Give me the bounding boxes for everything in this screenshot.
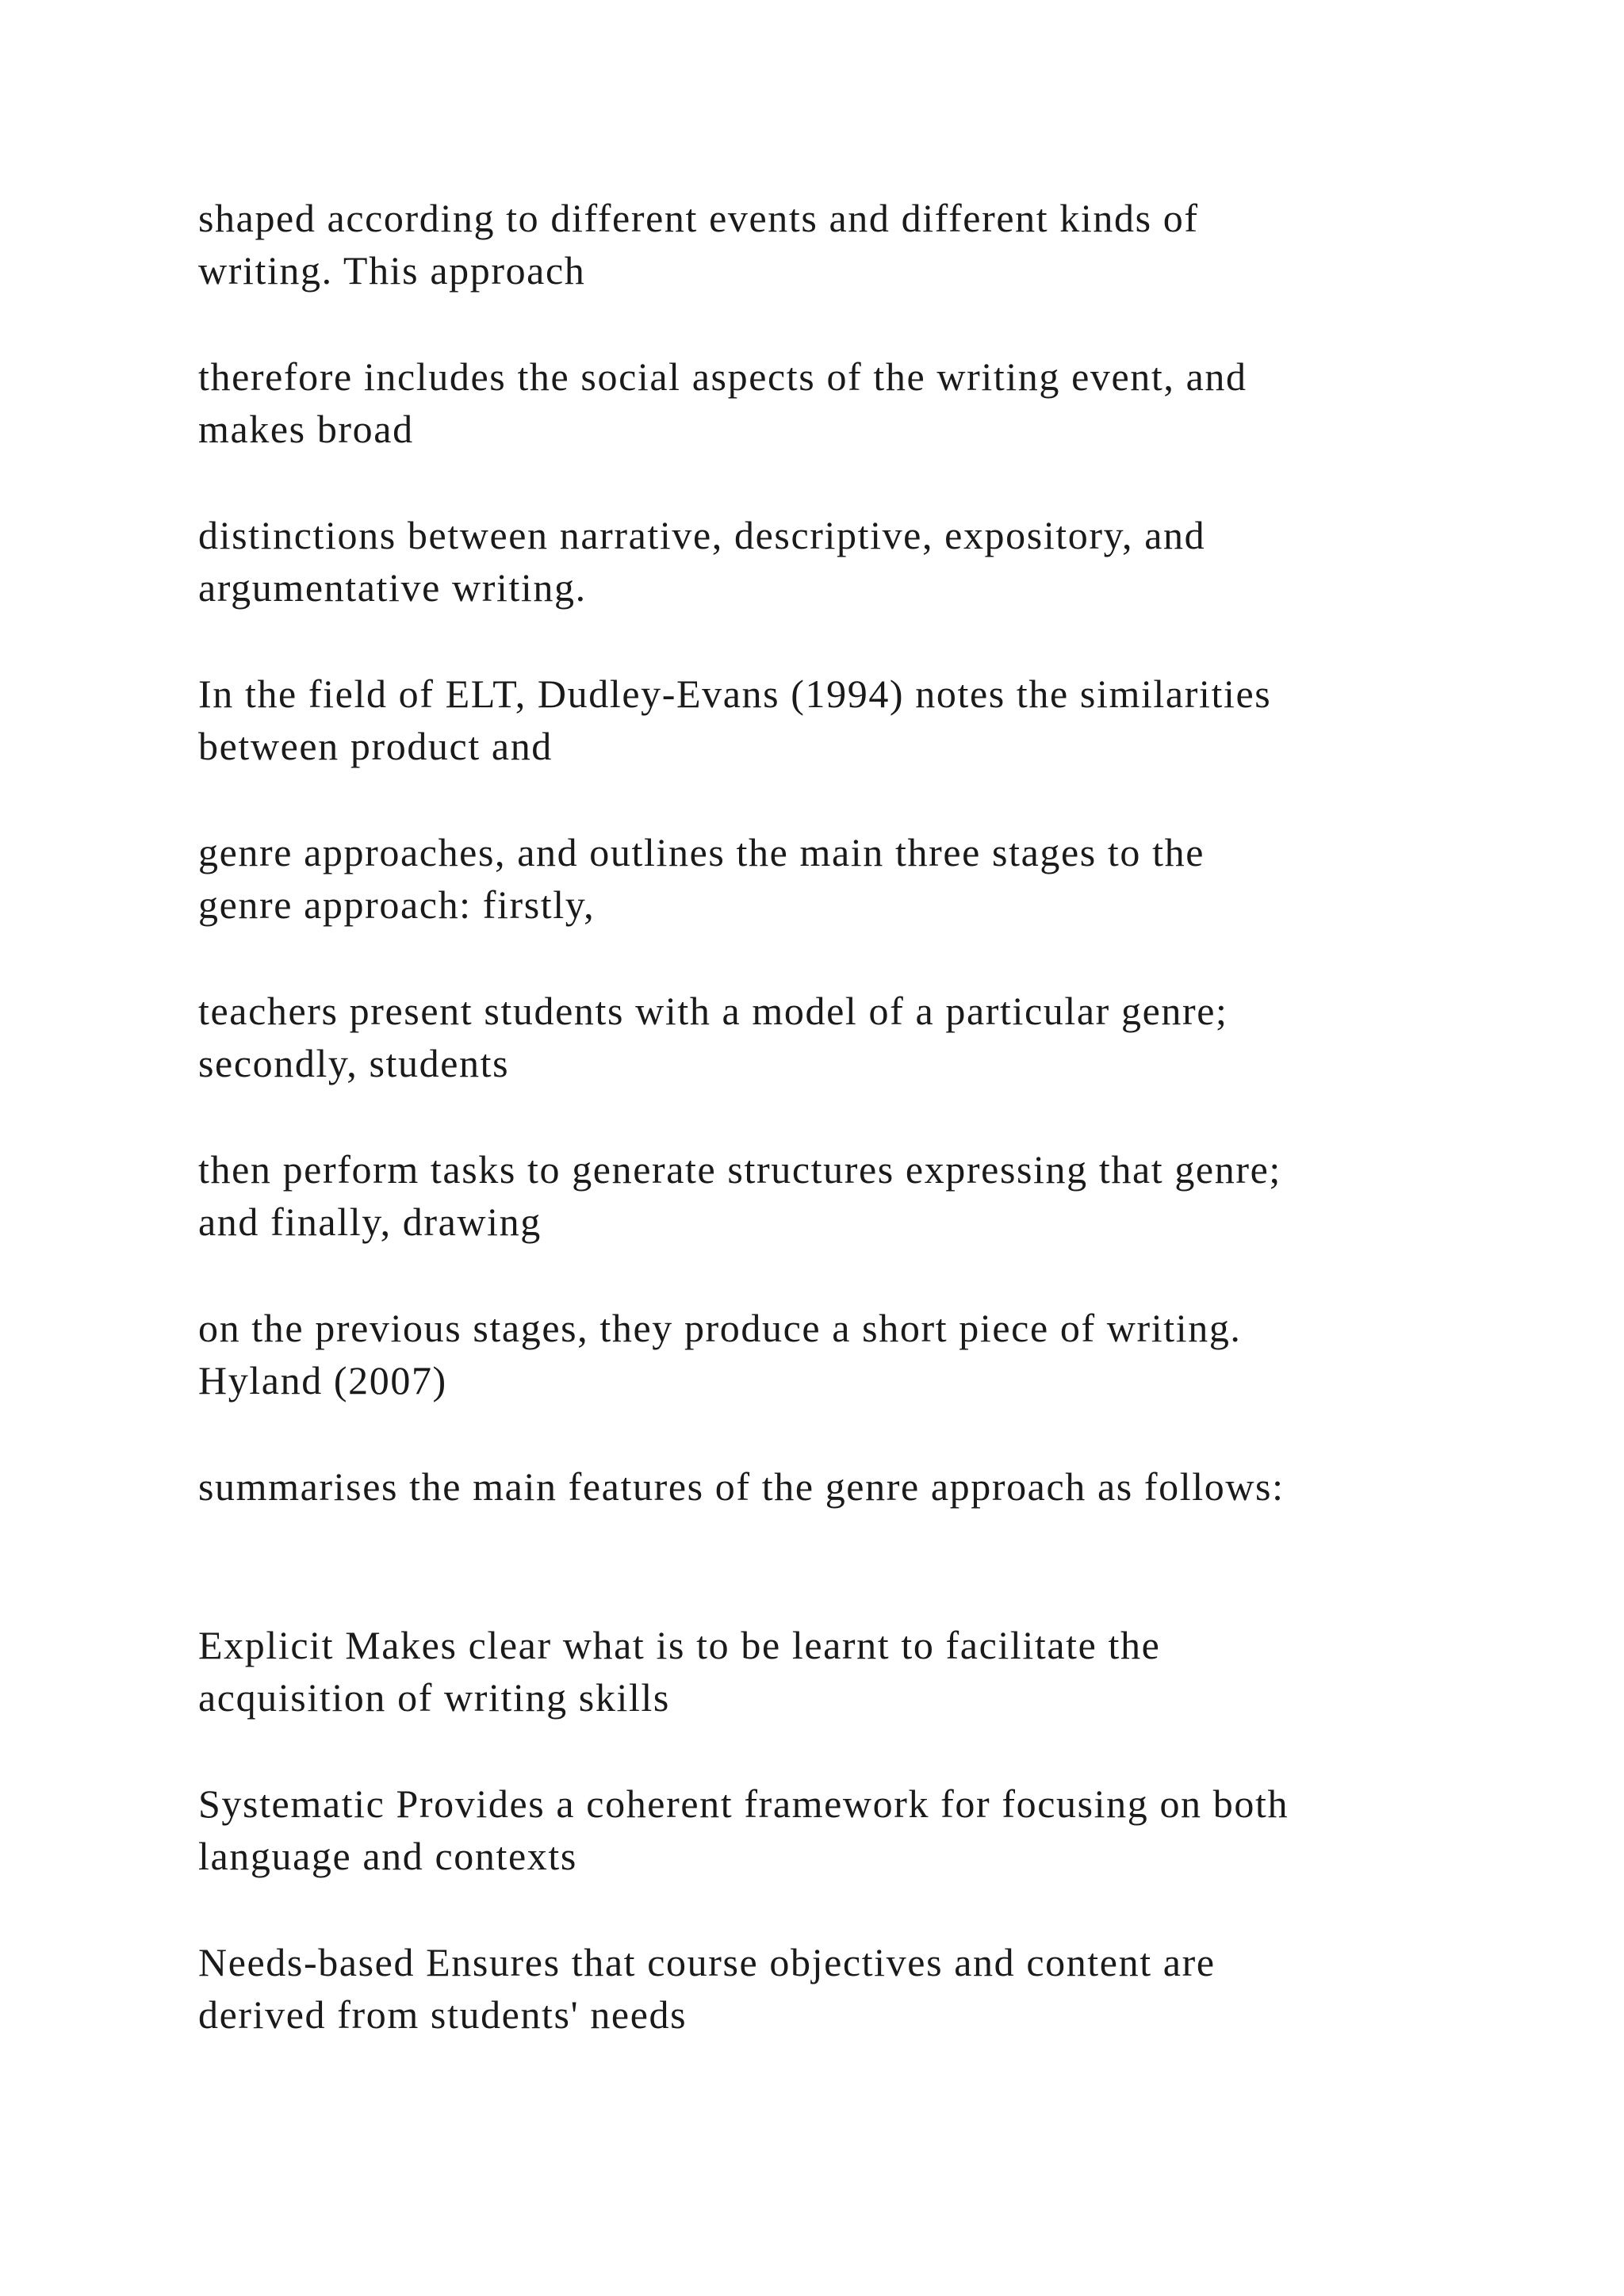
feature-item-systematic <box>198 1777 1435 1882</box>
paragraph <box>198 1143 1435 1248</box>
text-line: on the previous stages, they produce a short piece of writing. <box>198 1306 1242 1350</box>
blank-line <box>198 1567 1435 1619</box>
text-line: Systematic Provides a coherent framework for focusing on both <box>198 1781 1289 1826</box>
text-line: shaped according to different events and different kinds of <box>198 196 1199 240</box>
text-line: Hyland (2007) <box>198 1358 447 1402</box>
text-line: secondly, students <box>198 1041 510 1085</box>
text-line: acquisition of writing skills <box>198 1675 670 1720</box>
text-line: genre approaches, and outlines the main three stages to the <box>198 830 1205 874</box>
paragraph <box>198 350 1435 455</box>
text-line: distinctions between narrative, descriptive, expository, and <box>198 513 1206 557</box>
text-line: Explicit Makes clear what is to be learnt to facilitate the <box>198 1623 1161 1667</box>
paragraph <box>198 1302 1435 1406</box>
paragraph <box>198 985 1435 1089</box>
text-line: then perform tasks to generate structures expressing that genre; <box>198 1147 1281 1192</box>
text-line: genre approach: firstly, <box>198 882 596 927</box>
text-line: and finally, drawing <box>198 1200 542 1244</box>
text-line: makes broad <box>198 407 414 451</box>
text-line: writing. This approach <box>198 248 586 293</box>
text-line: derived from students' needs <box>198 1992 688 2037</box>
text-line: summarises the main features of the genre approach as follows: <box>198 1464 1285 1509</box>
document-body <box>198 192 1435 2095</box>
paragraph <box>198 192 1435 297</box>
text-line: therefore includes the social aspects of the writing event, and <box>198 354 1247 399</box>
text-line: between product and <box>198 724 553 768</box>
text-line: In the field of ELT, Dudley-Evans (1994) notes the similarities <box>198 672 1272 716</box>
text-line: argumentative writing. <box>198 565 587 610</box>
text-line: teachers present students with a model of a particular genre; <box>198 989 1228 1033</box>
paragraph <box>198 509 1435 614</box>
paragraph <box>198 1460 1435 1513</box>
paragraph <box>198 668 1435 772</box>
feature-item-explicit <box>198 1619 1435 1724</box>
paragraph <box>198 826 1435 931</box>
feature-item-needs-based <box>198 1936 1435 2041</box>
text-line: language and contexts <box>198 1834 577 1878</box>
text-line: Needs-based Ensures that course objectives and content are <box>198 1940 1216 1984</box>
